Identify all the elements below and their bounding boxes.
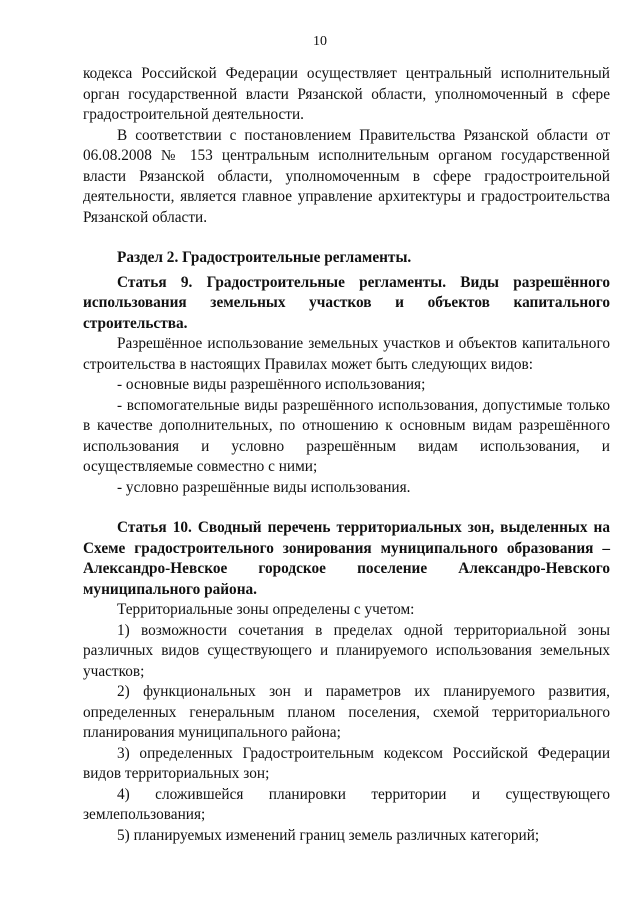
article-10-item-3: 3) определенных Градостроительным кодексом Российской Федерации видов территориальных зон; [83,744,610,782]
article-9-item-auxiliary: - вспомогательные виды разрешённого использования, допустимые только в качестве дополнительных, по отношению к основным видам разрешённого использования и условно разрешённым видам использования, и осуществляемые совместно с ними; [83,396,610,475]
document-body [83,64,610,846]
article-10-item-4: 4) сложившейся планировки территории и существующего землепользования; [83,785,610,823]
article-9-item-basic: - основные виды разрешённого использования; [117,376,426,393]
page-number: 10 [313,34,327,49]
article-10-lead: Территориальные зоны определены с учетом: [117,601,415,618]
article-10-title: Статья 10. Сводный перечень территориальных зон, выделенных на Схеме градостроительного зонирования муниципального образования – Александро-Невское городское поселение Александро-Невского муниципального района. [83,519,610,598]
article-9-title: Статья 9. Градостроительные регламенты. Виды разрешённого использования земельных участков и объектов капитального строительства. [83,273,610,332]
intro-continuation-paragraph: кодекса Российской Федерации осуществляет центральный исполнительный орган государственной власти Рязанской области, уполномоченный в сфере градостроительной деятельности. [83,65,610,123]
resolution-paragraph: В соответствии с постановлением Правительства Рязанской области от 06.08.2008 № 153 центральным исполнительным органом государственной власти Рязанской области, уполномоченным в сфере градостроительной деятельности, является главное управление архитектуры и градостроительства Рязанской области. [83,126,610,226]
article-9-lead: Разрешённое использование земельных участков и объектов капитального строительства в настоящих Правилах может быть следующих видов: [83,335,610,373]
article-10-item-5: 5) планируемых изменений границ земель различных категорий; [117,826,540,844]
article-10-item-1: 1) возможности сочетания в пределах одной территориальной зоны различных видов существующего и планируемого использования земельных участков; [83,621,610,680]
article-9-item-conditional: - условно разрешённые виды использования. [117,478,411,496]
section-2-heading: Раздел 2. Градостроительные регламенты. [117,249,412,266]
article-10-item-2: 2) функциональных зон и параметров их планируемого развития, определенных генеральным планом поселения, схемой территориального планирования муниципального района; [83,683,610,741]
